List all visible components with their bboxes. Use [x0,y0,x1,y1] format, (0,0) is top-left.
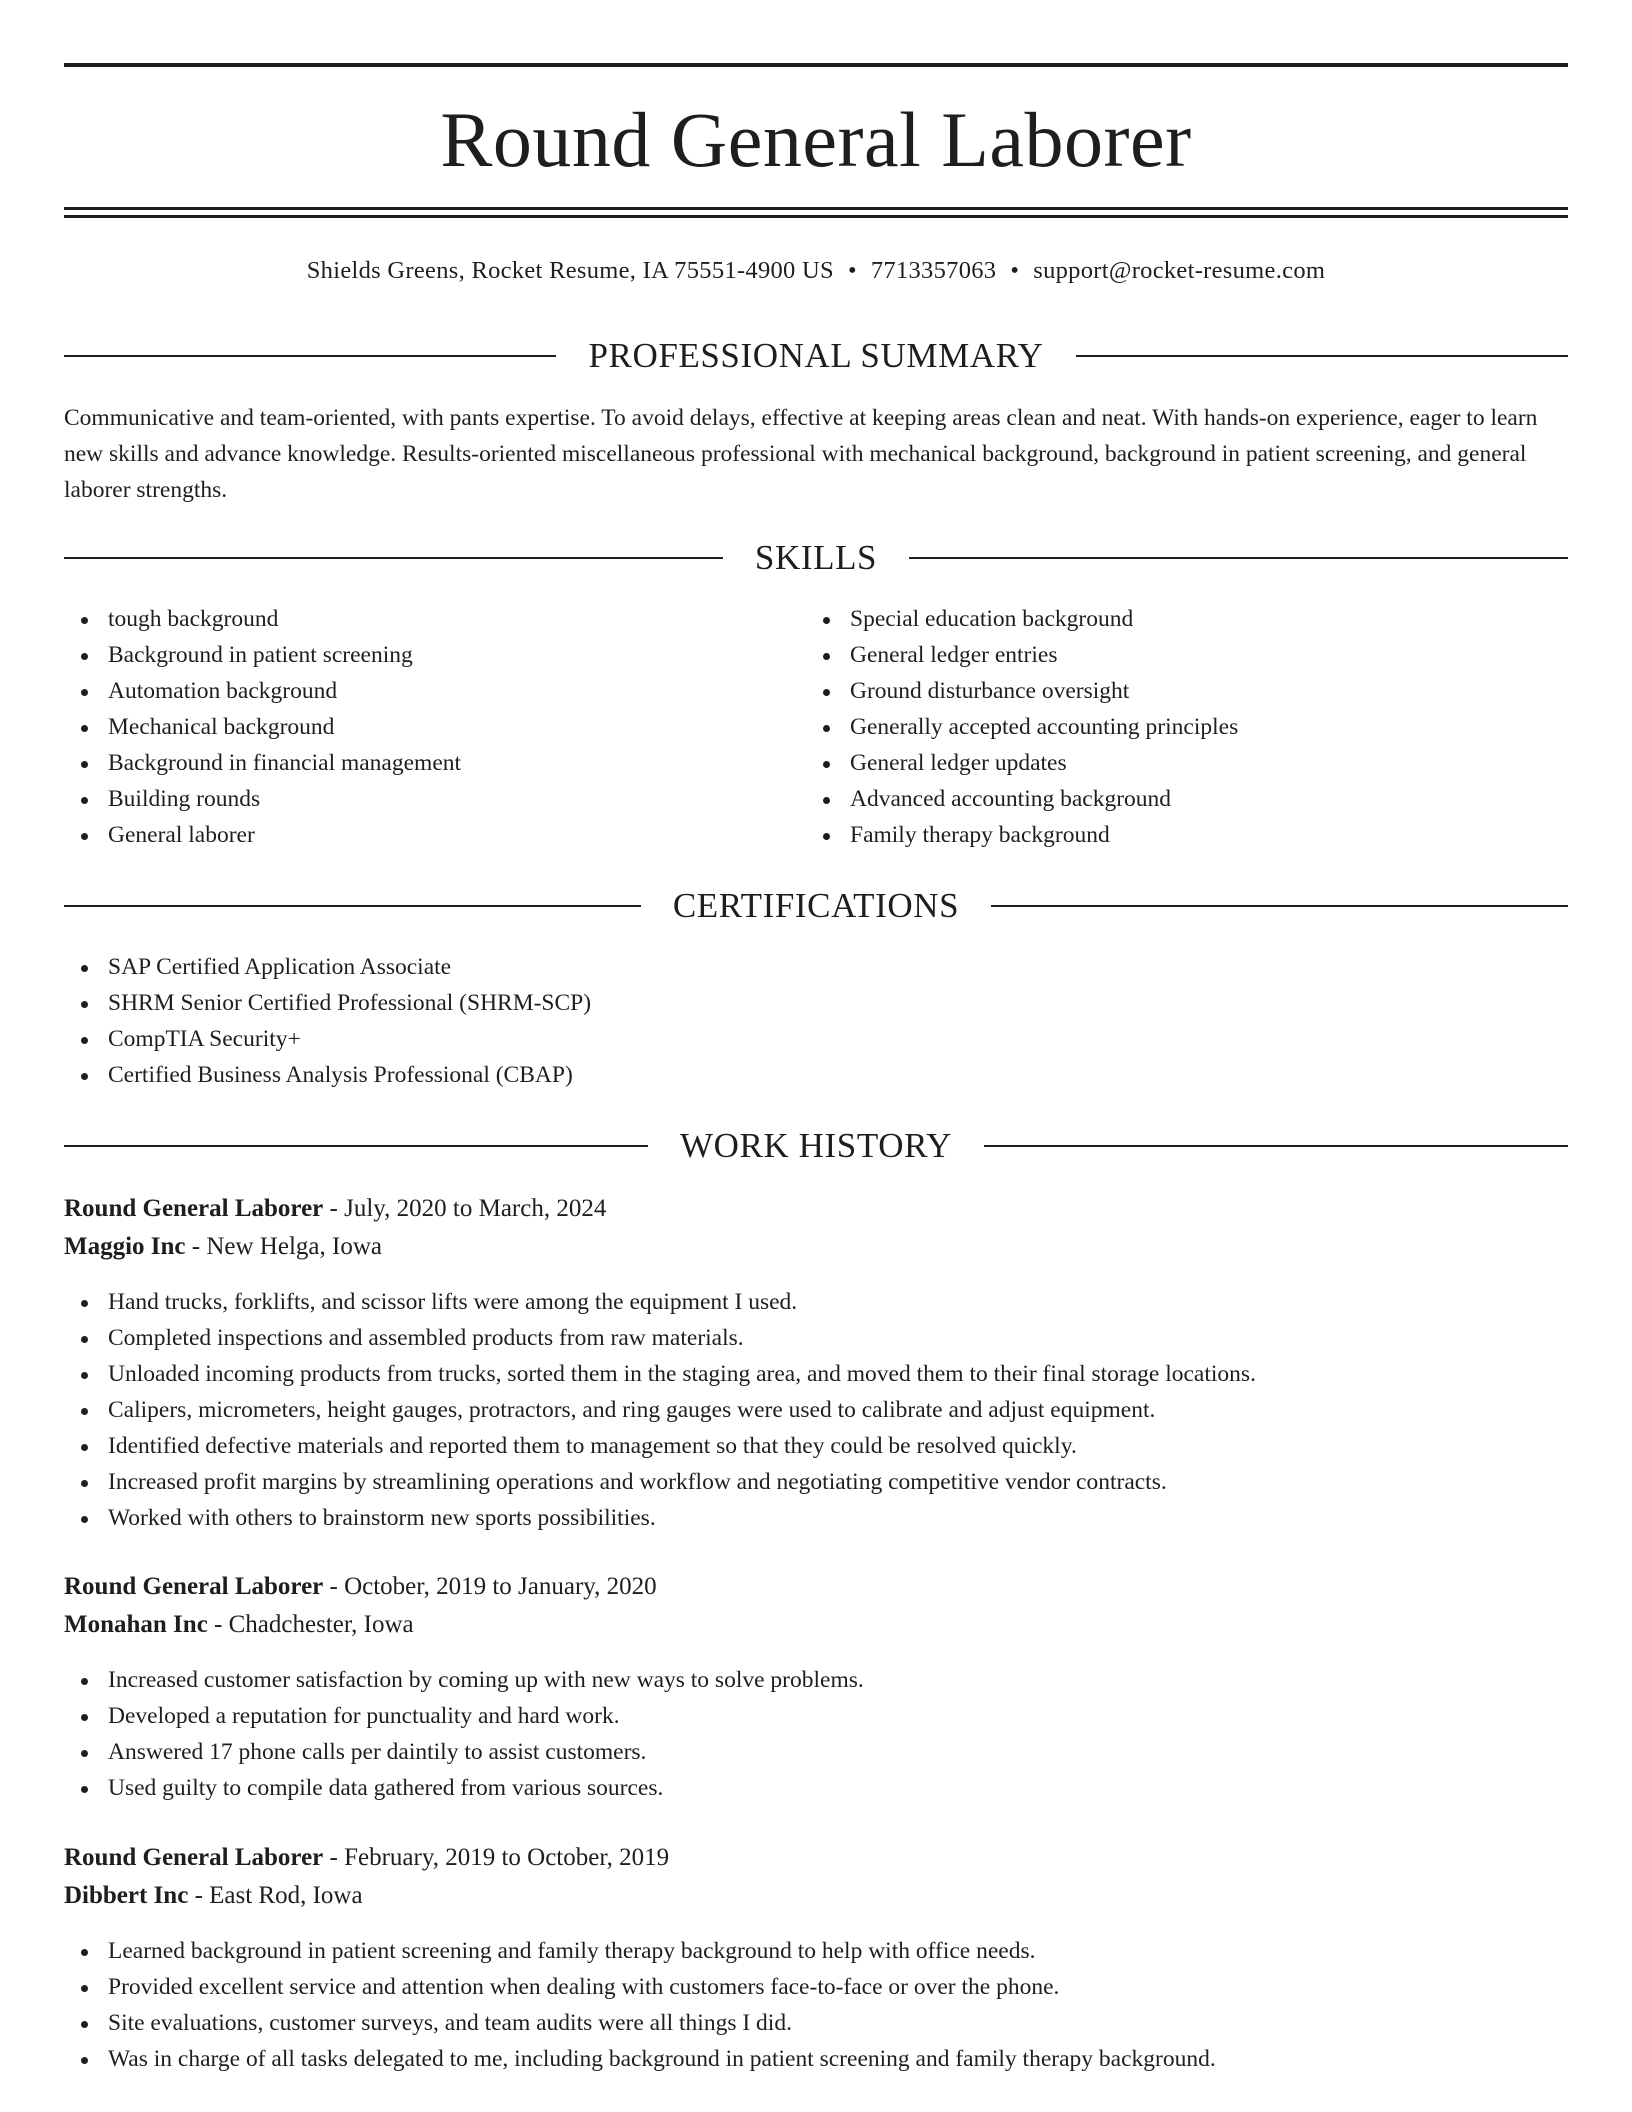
job-location: - East Rod, Iowa [188,1882,363,1909]
heading-rule [909,557,1568,559]
contact-line [64,254,1568,288]
job-duty-item: Calipers, micrometers, height gauges, protractors, and ring gauges were used to calibrate and adjust equipment. [64,1392,1568,1428]
job-duty-item: Unloaded incoming products from trucks, sorted them in the staging area, and moved them to their final storage locations. [64,1356,1568,1392]
job-company: Monahan Inc [64,1611,208,1638]
section-heading-summary [64,336,1568,376]
job-duty-item: Provided excellent service and attention when dealing with customers face-to-face or over the phone. [64,1969,1568,2005]
job-duty-item: Was in charge of all tasks delegated to me, including background in patient screening and family therapy background. [64,2041,1568,2077]
skill-item: Background in financial management [64,745,804,781]
skill-item: Special education background [806,601,1546,637]
header-rule-lower [64,215,1568,218]
skill-item: Background in patient screening [64,637,804,673]
heading-rule [64,355,556,357]
section-heading-certifications [64,886,1568,926]
job-duty-item: Increased customer satisfaction by coming up with new ways to solve problems. [64,1662,1568,1698]
job-title-line [64,1568,657,1606]
job-title-line [64,1839,669,1877]
job-duty-item: Used guilty to compile data gathered from various sources. [64,1770,1568,1806]
job-duty-item: Identified defective materials and reported them to management so that they could be resolved quickly. [64,1428,1568,1464]
job-company-line [64,1228,382,1266]
job-title: Round General Laborer [64,1195,324,1222]
section-title: CERTIFICATIONS [672,886,960,925]
header-rule-upper [64,207,1568,210]
certification-item: SHRM Senior Certified Professional (SHRM-SCP) [64,985,1568,1021]
job-company: Maggio Inc [64,1233,186,1260]
skill-item: General laborer [64,817,804,853]
skill-item: tough background [64,601,804,637]
job-duties-list [64,1284,1568,1536]
job-duty-item: Developed a reputation for punctuality and hard work. [64,1698,1568,1734]
job-dates: - July, 2020 to March, 2024 [323,1195,607,1222]
contact-phone: 7713357063 [870,257,997,284]
job-dates: - February, 2019 to October, 2019 [323,1844,670,1871]
job-location: - New Helga, Iowa [185,1233,382,1260]
heading-rule [64,905,641,907]
summary-text: Communicative and team-oriented, with pants expertise. To avoid delays, effective at keeping areas clean and neat. With hands-on experience, eager to learn new skills and advance knowledge. Results-oriented miscellaneous professional with mechanical background, background in patient screening, and general laborer strengths. [64,405,1538,503]
job-duty-item: Learned background in patient screening and family therapy background to help with office needs. [64,1933,1568,1969]
job-duties-list [64,1933,1568,2077]
job-title-line [64,1190,606,1228]
skills-list-right [806,601,1546,853]
skill-item: Generally accepted accounting principles [806,709,1546,745]
job-duties-list [64,1662,1568,1806]
skill-item: Advanced accounting background [806,781,1546,817]
job-dates: - October, 2019 to January, 2020 [323,1573,657,1600]
certification-item: SAP Certified Application Associate [64,949,1568,985]
section-title: WORK HISTORY [680,1126,952,1165]
heading-rule [984,1145,1568,1147]
certification-item: Certified Business Analysis Professional (CBAP) [64,1057,1568,1093]
heading-rule [64,1145,648,1147]
job-title: Round General Laborer [64,1844,324,1871]
job-duty-item: Increased profit margins by streamlining operations and workflow and negotiating competitive vendor contracts. [64,1464,1568,1500]
job-duty-item: Answered 17 phone calls per daintily to assist customers. [64,1734,1568,1770]
heading-rule [1076,355,1568,357]
job-company: Dibbert Inc [64,1882,189,1909]
skill-item: Ground disturbance oversight [806,673,1546,709]
skill-item: Mechanical background [64,709,804,745]
contact-separator: • [847,257,857,284]
job-duty-item: Hand trucks, forklifts, and scissor lifts were among the equipment I used. [64,1284,1568,1320]
heading-rule [991,905,1568,907]
skill-item: General ledger entries [806,637,1546,673]
skill-item: Automation background [64,673,804,709]
job-company-line [64,1606,414,1644]
section-title: SKILLS [754,538,878,577]
header-top-rule [64,63,1568,67]
skills-list-left [64,601,804,853]
job-location: - Chadchester, Iowa [207,1611,414,1638]
contact-address: Shields Greens, Rocket Resume, IA 75551-4900 US [306,257,834,284]
contact-separator: • [1010,257,1020,284]
section-title: PROFESSIONAL SUMMARY [588,336,1044,375]
section-heading-work-history [64,1126,1568,1166]
contact-email: support@rocket-resume.com [1033,257,1326,284]
skill-item: Family therapy background [806,817,1546,853]
certifications-list [64,949,1568,1093]
skill-item: General ledger updates [806,745,1546,781]
skill-item: Building rounds [64,781,804,817]
job-company-line [64,1877,363,1915]
certification-item: CompTIA Security+ [64,1021,1568,1057]
heading-rule [64,557,723,559]
job-duty-item: Completed inspections and assembled products from raw materials. [64,1320,1568,1356]
job-duty-item: Worked with others to brainstorm new sports possibilities. [64,1500,1568,1536]
resume-name: Round General Laborer [440,96,1192,183]
job-duty-item: Site evaluations, customer surveys, and team audits were all things I did. [64,2005,1568,2041]
section-heading-skills [64,538,1568,578]
job-title: Round General Laborer [64,1573,324,1600]
